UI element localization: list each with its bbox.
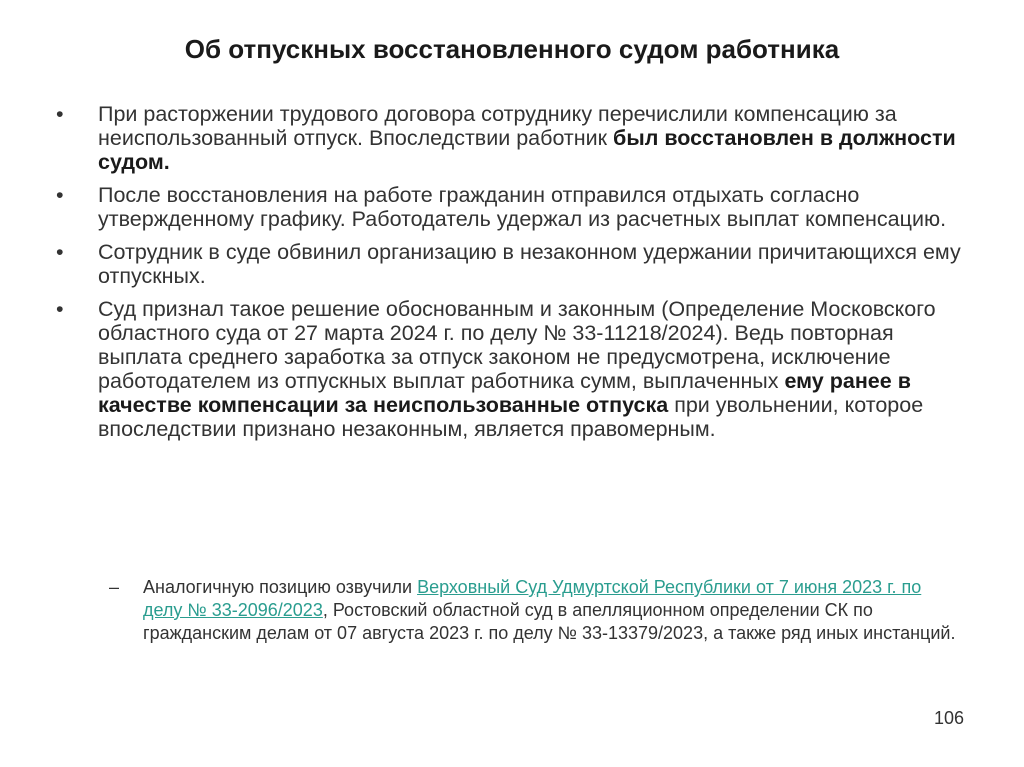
sub-item-text [109, 576, 961, 645]
bullet-item-3 [56, 240, 961, 288]
page-number: 106 [933, 708, 964, 728]
bullet-bold-text: ему ранее в качестве компенсации за неиспользованные отпуска [98, 369, 911, 417]
bullet-bold-text: был восстановлен в должности судом. [98, 126, 956, 174]
bullet-item-4 [56, 297, 961, 441]
bullet-text: Сотрудник в суде обвинил организацию в незаконном удержании причитающихся ему отпускных. [98, 240, 961, 288]
bullet-text-after: при увольнении, которое впоследствии признано незаконным, является правомерным. [98, 393, 924, 441]
bullet-list [56, 102, 961, 450]
slide-title: Об отпускных восстановленного судом работника [184, 34, 840, 64]
bullet-text: При расторжении трудового договора сотруднику перечислили компенсацию за неиспользованный отпуск. Впоследствии работник [98, 102, 897, 150]
sub-item-suffix: , Ростовский областной суд в апелляционном определении СК по гражданским делам от 07 августа 2023 г. по делу № 33-13379/2023, а также ряд иных инстанций. [143, 600, 956, 643]
bullet-text: После восстановления на работе гражданин отправился отдыхать согласно утвержденному графику. Работодатель удержал из расчетных выплат компенсацию. [98, 183, 947, 231]
bullet-dot-icon: • [56, 240, 64, 264]
dash-icon: – [109, 577, 120, 597]
bullet-item-2 [56, 183, 961, 231]
bullet-item-1 [56, 102, 961, 174]
sub-item-prefix: Аналогичную позицию озвучили [143, 577, 418, 597]
bullet-dot-icon: • [56, 183, 64, 207]
sub-item [109, 576, 961, 645]
bullet-dot-icon: • [56, 297, 64, 321]
court-decision-link[interactable]: Верховный Суд Удмуртской Республики от 7 июня 2023 г. по делу № 33-2096/2023 [143, 577, 922, 620]
bullet-text: Суд признал такое решение обоснованным и законным (Определение Московского областного суда от 27 марта 2024 г. по делу № 33-11218/2024). Ведь повторная выплата среднего заработка за отпуск законом не предусмотрена, исключение работодателем из отпускных выплат работника сумм, выплаченных [98, 297, 936, 393]
bullet-dot-icon: • [56, 102, 64, 126]
